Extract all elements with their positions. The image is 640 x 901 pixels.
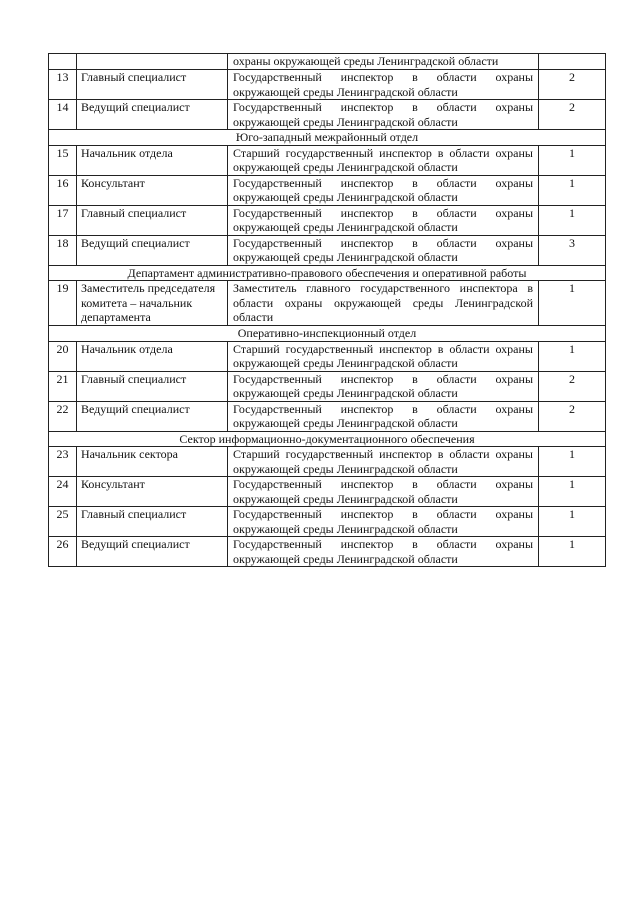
description-cell: Старший государственный инспектор в области охраны окружающей среды Ленинградской области xyxy=(228,145,539,175)
table-row xyxy=(49,175,606,205)
description-cell: Государственный инспектор в области охраны окружающей среды Ленинградской области xyxy=(228,537,539,567)
count-cell: 1 xyxy=(539,477,606,507)
count-cell: 2 xyxy=(539,70,606,100)
description-cell: Государственный инспектор в области охраны окружающей среды Ленинградской области xyxy=(228,371,539,401)
table-row xyxy=(49,281,606,326)
section-title: Департамент административно-правового обеспечения и оперативной работы xyxy=(49,265,606,281)
section-row xyxy=(49,130,606,146)
section-title: Юго-западный межрайонный отдел xyxy=(49,130,606,146)
description-cell: Государственный инспектор в области охраны окружающей среды Ленинградской области xyxy=(228,205,539,235)
row-number-cell: 20 xyxy=(49,341,77,371)
table-row xyxy=(49,477,606,507)
count-cell: 2 xyxy=(539,100,606,130)
position-cell: Ведущий специалист xyxy=(77,537,228,567)
row-number-cell: 26 xyxy=(49,537,77,567)
count-cell: 1 xyxy=(539,281,606,326)
section-row xyxy=(49,326,606,342)
staff-table-body xyxy=(49,54,606,567)
position-cell: Заместитель председателя комитета – начальник департамента xyxy=(77,281,228,326)
table-row xyxy=(49,145,606,175)
count-cell: 2 xyxy=(539,401,606,431)
description-cell: Государственный инспектор в области охраны окружающей среды Ленинградской области xyxy=(228,401,539,431)
table-row xyxy=(49,401,606,431)
position-cell: Ведущий специалист xyxy=(77,235,228,265)
row-number-cell: 23 xyxy=(49,447,77,477)
row-number-cell: 16 xyxy=(49,175,77,205)
row-number-cell: 19 xyxy=(49,281,77,326)
section-row xyxy=(49,431,606,447)
position-cell: Консультант xyxy=(77,175,228,205)
position-cell: Главный специалист xyxy=(77,371,228,401)
count-cell: 3 xyxy=(539,235,606,265)
position-cell: Ведущий специалист xyxy=(77,401,228,431)
description-cell: Государственный инспектор в области охраны окружающей среды Ленинградской области xyxy=(228,235,539,265)
count-cell: 1 xyxy=(539,175,606,205)
row-number-cell: 24 xyxy=(49,477,77,507)
row-number-cell: 15 xyxy=(49,145,77,175)
position-cell: Начальник сектора xyxy=(77,447,228,477)
section-title: Оперативно-инспекционный отдел xyxy=(49,326,606,342)
row-number-cell: 13 xyxy=(49,70,77,100)
count-cell xyxy=(539,54,606,70)
description-cell: охраны окружающей среды Ленинградской области xyxy=(228,54,539,70)
table-row xyxy=(49,447,606,477)
count-cell: 1 xyxy=(539,537,606,567)
description-cell: Государственный инспектор в области охраны окружающей среды Ленинградской области xyxy=(228,70,539,100)
count-cell: 1 xyxy=(539,507,606,537)
position-cell: Ведущий специалист xyxy=(77,100,228,130)
position-cell: Главный специалист xyxy=(77,507,228,537)
row-number-cell: 18 xyxy=(49,235,77,265)
position-cell xyxy=(77,54,228,70)
description-cell: Государственный инспектор в области охраны окружающей среды Ленинградской области xyxy=(228,100,539,130)
count-cell: 2 xyxy=(539,371,606,401)
row-number-cell: 14 xyxy=(49,100,77,130)
position-cell: Начальник отдела xyxy=(77,145,228,175)
position-cell: Главный специалист xyxy=(77,70,228,100)
row-number-cell: 25 xyxy=(49,507,77,537)
count-cell: 1 xyxy=(539,205,606,235)
description-cell: Старший государственный инспектор в области охраны окружающей среды Ленинградской области xyxy=(228,341,539,371)
section-row xyxy=(49,265,606,281)
description-cell: Старший государственный инспектор в области охраны окружающей среды Ленинградской области xyxy=(228,447,539,477)
table-row xyxy=(49,100,606,130)
position-cell: Главный специалист xyxy=(77,205,228,235)
table-row xyxy=(49,371,606,401)
description-cell: Государственный инспектор в области охраны окружающей среды Ленинградской области xyxy=(228,507,539,537)
row-number-cell xyxy=(49,54,77,70)
description-cell: Государственный инспектор в области охраны окружающей среды Ленинградской области xyxy=(228,477,539,507)
description-cell: Заместитель главного государственного инспектора в области охраны окружающей среды Ленинградской области xyxy=(228,281,539,326)
table-row xyxy=(49,341,606,371)
count-cell: 1 xyxy=(539,447,606,477)
row-number-cell: 22 xyxy=(49,401,77,431)
table-row xyxy=(49,235,606,265)
position-cell: Консультант xyxy=(77,477,228,507)
count-cell: 1 xyxy=(539,341,606,371)
row-number-cell: 17 xyxy=(49,205,77,235)
description-cell: Государственный инспектор в области охраны окружающей среды Ленинградской области xyxy=(228,175,539,205)
section-title: Сектор информационно-документационного обеспечения xyxy=(49,431,606,447)
count-cell: 1 xyxy=(539,145,606,175)
position-cell: Начальник отдела xyxy=(77,341,228,371)
staff-table xyxy=(48,53,606,567)
table-row-continued xyxy=(49,54,606,70)
table-row xyxy=(49,70,606,100)
table-row xyxy=(49,537,606,567)
table-row xyxy=(49,507,606,537)
table-row xyxy=(49,205,606,235)
row-number-cell: 21 xyxy=(49,371,77,401)
